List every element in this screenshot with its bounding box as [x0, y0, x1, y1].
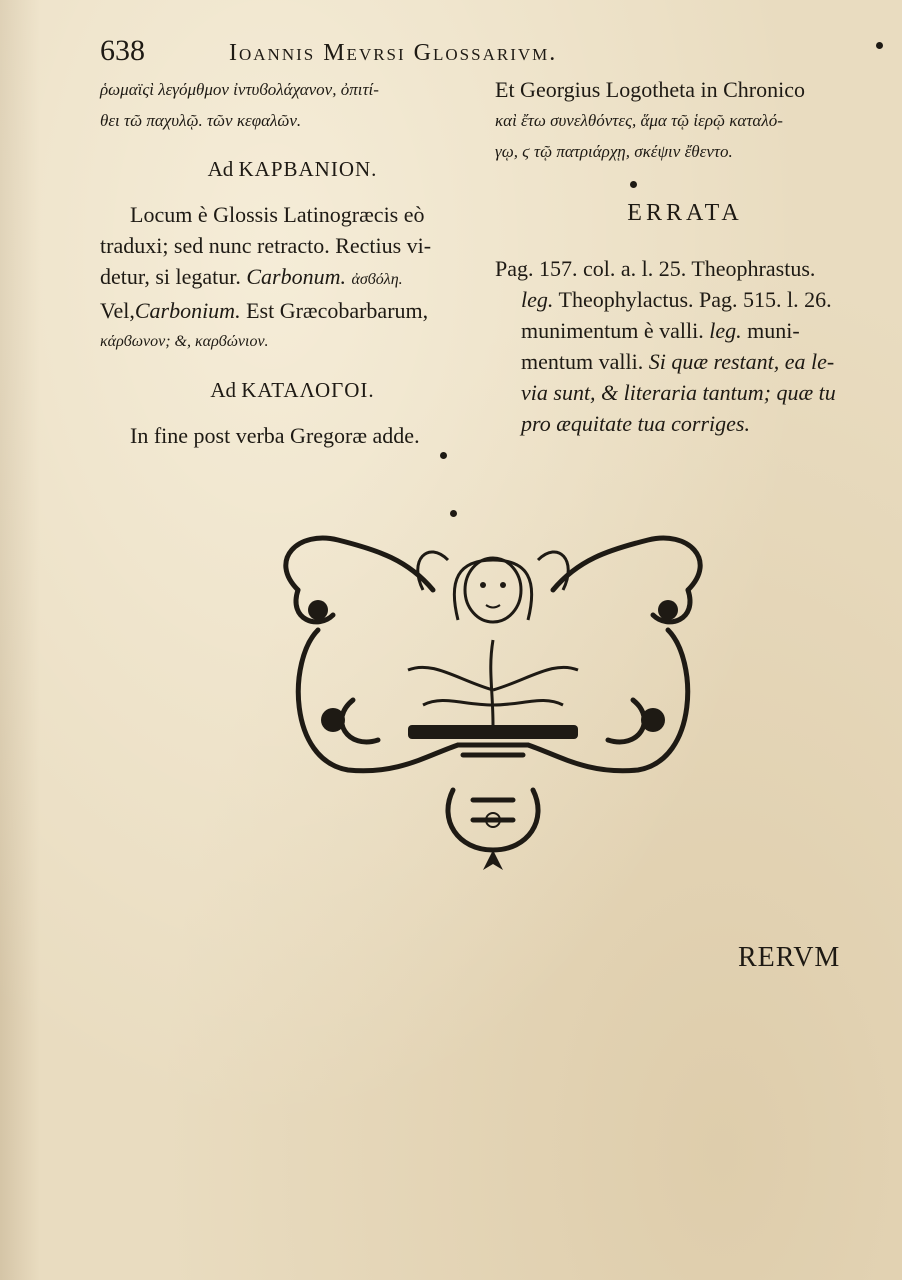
- ink-dot: [876, 42, 883, 49]
- text-line: traduxi; sed nunc retracto. Rectius vi-: [100, 233, 432, 258]
- running-title: Ioannis Mevrsi Glossarivm.: [229, 40, 558, 66]
- catchword: RERVM: [738, 942, 841, 973]
- text-line: pro æquitate tua corriges.: [521, 411, 750, 436]
- right-column: [495, 74, 875, 439]
- ink-dot: [440, 452, 447, 459]
- text-line: Vel,Carbonium. Est Græcobarbarum,: [100, 298, 429, 323]
- greek-line: κάρϐωνον; &, καρϐώνιον.: [100, 333, 269, 350]
- greek-line: ῥωμαϊςὶ λεγόμθμον ἰντυϐολάχανον, ὀπιτί-: [100, 80, 379, 99]
- page-header: [100, 34, 880, 74]
- text-line: munimentum è valli. leg. muni-: [521, 318, 800, 343]
- greek-line: γῳ, ϛ τῷ πατριάρχῃ, σκέψιν ἔθεντο.: [495, 142, 733, 161]
- text-line: mentum valli. Si quæ restant, ea le-: [521, 349, 835, 374]
- text-line: Et Georgius Logotheta in Chronico: [495, 77, 805, 102]
- text-line: Pag. 157. col. a. l. 25. Theophrastus.: [495, 256, 816, 281]
- cherub-ornament-icon: [258, 520, 728, 880]
- left-column: [100, 74, 485, 451]
- paragraph-karbanion: [100, 199, 485, 357]
- text-line: via sunt, & literaria tantum; quæ tu: [521, 380, 836, 405]
- text-line: detur, si legatur. Carbonum. ἀσϐόλη.: [100, 264, 403, 289]
- ink-dot: [630, 181, 637, 188]
- page-number: 638: [100, 34, 145, 67]
- text-line: leg. Theophylactus. Pag. 515. l. 26.: [521, 287, 832, 312]
- section-heading-karbanion: Ad ΚΑΡΒΑΝΙΟΝ.: [207, 157, 378, 181]
- greek-line: θει τῶ παχυλῷ. τῶν κεφαλῶν.: [100, 111, 302, 130]
- errata-heading: ERRATA: [627, 200, 743, 226]
- paragraph-katalogoi: In fine post verba Gregoræ adde.: [130, 423, 420, 448]
- greek-line: καὶ ἔτω συνελθόντες, ἅμα τῷ ἱερῷ καταλό-: [495, 111, 783, 130]
- bleed-through-area: [520, 1030, 840, 1150]
- ink-dot: [450, 510, 457, 517]
- text-line: Locum è Glossis Latinogræcis eò: [130, 202, 425, 227]
- errata-list: [495, 253, 875, 439]
- section-heading-katalogoi: Ad ΚΑΤΑΛΟΓΟΙ.: [210, 378, 375, 402]
